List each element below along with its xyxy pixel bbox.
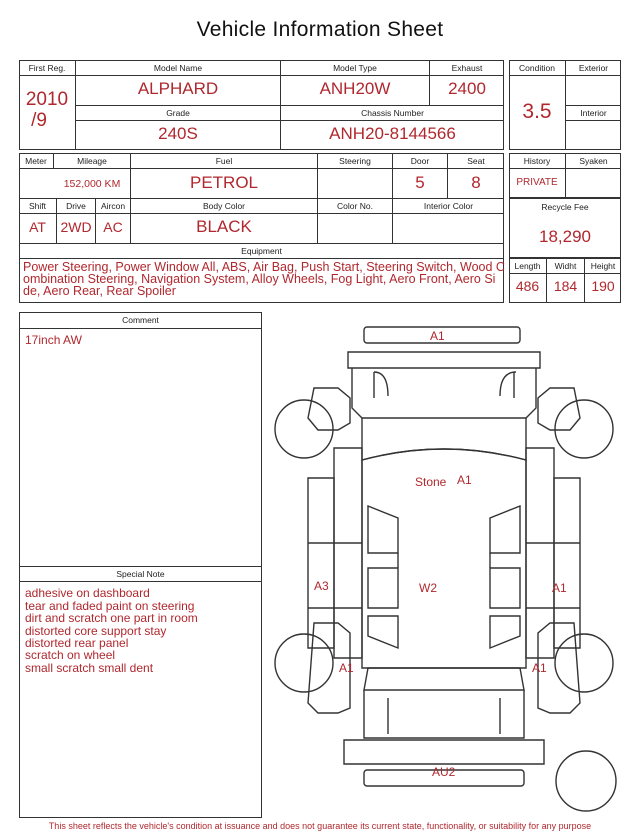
mark-roof: Stone <box>415 475 447 489</box>
mark-front-bumper: A1 <box>430 329 445 343</box>
equipment-line-1: Power Steering, Power Window All, ABS, Air Bag, Push Start, Steering Switch, Wood C <box>23 260 505 274</box>
left-body-side <box>334 448 362 658</box>
model-name-header: Model Name <box>153 63 203 73</box>
right-front-fender <box>538 388 580 430</box>
mileage-header: Mileage <box>77 156 107 166</box>
special-note-line: small scratch small dent <box>25 661 154 675</box>
aircon-value: AC <box>103 219 123 235</box>
spare-wheel <box>556 751 616 811</box>
height-value: 190 <box>591 278 615 294</box>
comment-header: Comment <box>122 315 159 325</box>
seat-header: Seat <box>467 156 485 166</box>
comment-text: 17inch AW <box>25 333 82 347</box>
mileage-value: 152,000 KM <box>63 178 121 190</box>
aircon-header: Aircon <box>100 201 126 211</box>
exhaust-header: Exhaust <box>451 63 483 73</box>
equipment-line-2: ombination Steering, Navigation System, Alloy Wheels, Fog Light, Aero Front, Aero Si <box>23 272 496 286</box>
history-header: History <box>523 156 551 166</box>
mark-roof-grade: A1 <box>457 473 472 487</box>
length-value: 486 <box>515 278 540 294</box>
car-damage-diagram <box>268 318 624 818</box>
first-reg-year: 2010 <box>25 89 69 110</box>
fuel-header: Fuel <box>215 156 233 166</box>
shift-header: Shift <box>28 201 46 211</box>
mark-left-side: A3 <box>314 579 329 593</box>
mark-right-side: A1 <box>552 581 567 595</box>
left-front-fender <box>308 388 350 430</box>
seat-value: 8 <box>471 173 481 192</box>
equipment-line-3: de, Aero Rear, Rear Spoiler <box>23 284 176 298</box>
hood <box>352 368 536 418</box>
first-reg-month: /9 <box>31 110 47 131</box>
body-color-header: Body Color <box>202 201 246 211</box>
special-note-line: distorted core support stay <box>25 624 167 638</box>
mark-right-rear: A1 <box>532 661 547 675</box>
chassis-header: Chassis Number <box>361 108 424 118</box>
drive-header: Drive <box>66 201 86 211</box>
footer-disclaimer: This sheet reflects the vehicle's condition at issuance and does not guarantee its current state, functionality, or suitability for any purpose <box>48 821 592 831</box>
right-front-wheel <box>555 400 613 458</box>
grade-header: Grade <box>166 108 190 118</box>
length-header: Length <box>514 261 541 271</box>
fuel-value: PETROL <box>189 173 259 192</box>
steering-header: Steering <box>339 156 371 166</box>
special-note-line: adhesive on dashboard <box>25 586 150 600</box>
sheet-title: Vehicle Information Sheet <box>196 18 444 41</box>
right-rear-wheel <box>555 634 613 692</box>
right-body-side <box>526 448 554 658</box>
door-value: 5 <box>415 173 425 192</box>
drive-value: 2WD <box>60 219 92 235</box>
interior-header: Interior <box>580 108 607 118</box>
front-bumper-lower <box>348 352 540 368</box>
shift-value: AT <box>29 219 46 235</box>
left-front-wheel <box>275 400 333 458</box>
model-type-value: ANH20W <box>319 79 391 98</box>
interior-color-header: Interior Color <box>423 201 474 211</box>
exterior-header: Exterior <box>578 63 609 73</box>
mark-rear-bumper: AU2 <box>432 765 456 779</box>
recycle-value: 18,290 <box>539 227 591 246</box>
model-name-value: ALPHARD <box>137 79 219 98</box>
equipment-header: Equipment <box>241 246 282 256</box>
recycle-header: Recycle Fee <box>541 202 589 212</box>
special-note-line: dirt and scratch one part in room <box>25 611 198 625</box>
first-reg-header: First Reg. <box>28 63 66 73</box>
body-color-value: BLACK <box>196 217 252 236</box>
meter-header: Meter <box>25 156 47 166</box>
condition-value: 3.5 <box>522 100 552 123</box>
door-header: Door <box>410 156 430 166</box>
chassis-value: ANH20-8144566 <box>329 124 456 143</box>
mark-left-rear: A1 <box>339 661 354 675</box>
syaken-header: Syaken <box>579 156 608 166</box>
exhaust-value: 2400 <box>448 79 486 98</box>
history-value: PRIVATE <box>516 177 558 188</box>
rear-bumper-upper <box>344 740 544 764</box>
height-header: Height <box>590 261 616 271</box>
special-note-line: tear and faded paint on steering <box>25 599 195 613</box>
color-no-header: Color No. <box>337 201 373 211</box>
grade-value: 240S <box>158 124 198 143</box>
comment-box <box>19 312 262 818</box>
special-note-header: Special Note <box>116 569 165 579</box>
width-value: 184 <box>553 278 578 294</box>
special-note-line: distorted rear panel <box>25 636 129 650</box>
rear-window <box>364 668 524 690</box>
condition-header: Condition <box>519 63 555 73</box>
model-type-header: Model Type <box>333 63 377 73</box>
special-note-line: scratch on wheel <box>25 648 116 662</box>
left-rear-wheel <box>275 634 333 692</box>
mark-center: W2 <box>419 581 437 595</box>
width-header: Widht <box>554 261 577 271</box>
